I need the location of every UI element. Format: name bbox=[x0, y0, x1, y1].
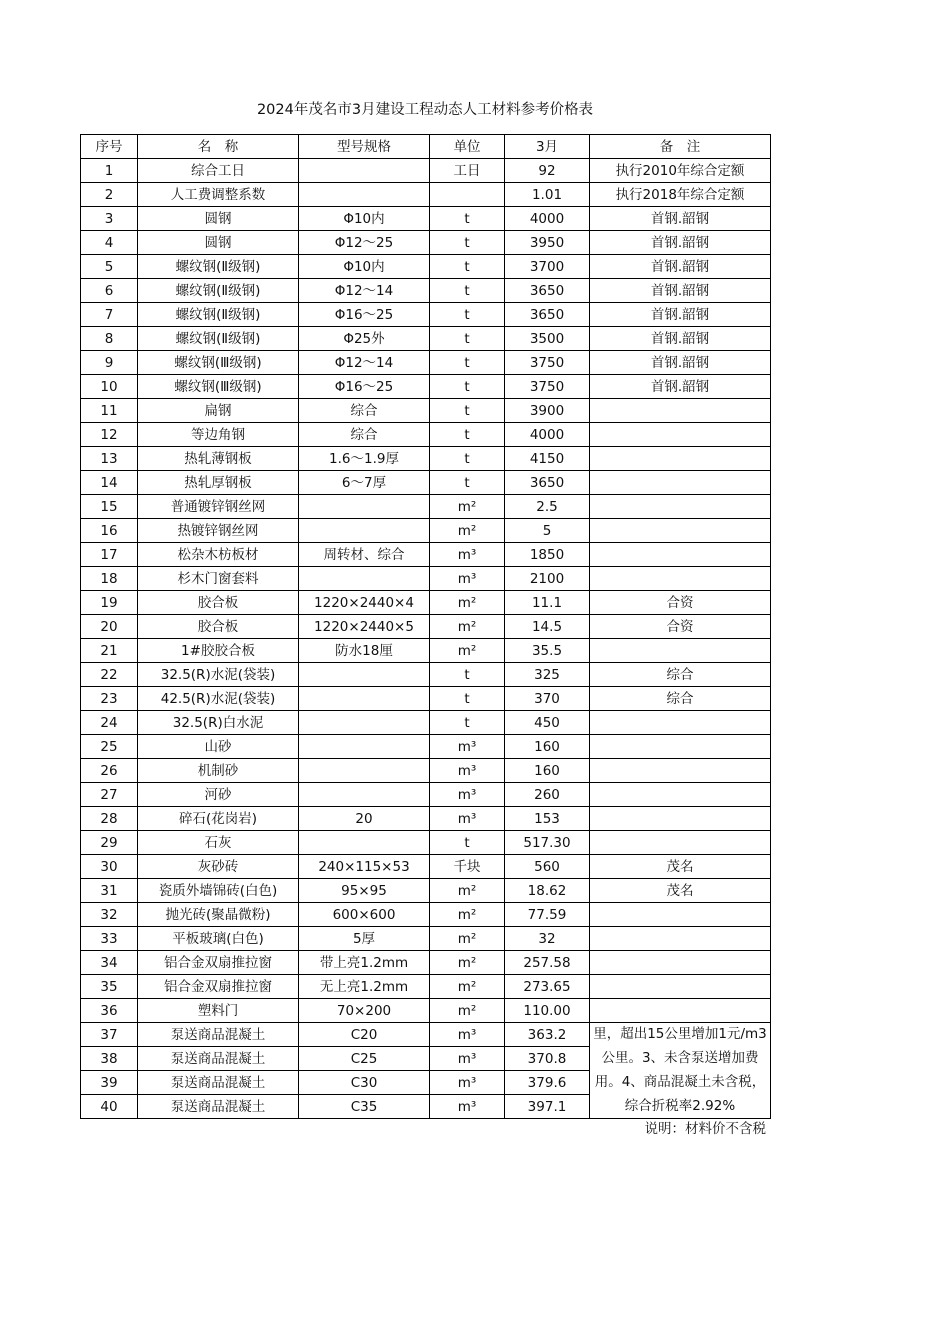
cell-unit: m² bbox=[430, 495, 505, 519]
cell-unit: m³ bbox=[430, 1095, 505, 1119]
footnote: 说明：材料价不含税 bbox=[644, 1121, 766, 1137]
cell-price: 1850 bbox=[505, 543, 590, 567]
cell-price: 260 bbox=[505, 783, 590, 807]
table-row bbox=[81, 927, 771, 951]
cell-unit: t bbox=[430, 279, 505, 303]
cell-unit: m³ bbox=[430, 567, 505, 591]
cell-remark bbox=[590, 807, 771, 831]
cell-material-name: 42.5(R)水泥(袋装) bbox=[138, 687, 299, 711]
cell-unit: m³ bbox=[430, 1071, 505, 1095]
table-body bbox=[81, 159, 771, 1119]
cell-row-index: 29 bbox=[81, 831, 138, 855]
header-unit: 单位 bbox=[430, 135, 505, 159]
cell-unit: t bbox=[430, 447, 505, 471]
table-row bbox=[81, 807, 771, 831]
cell-material-name: 铝合金双扇推拉窗 bbox=[138, 975, 299, 999]
cell-material-name: 螺纹钢(Ⅱ级钢) bbox=[138, 303, 299, 327]
cell-remark bbox=[590, 543, 771, 567]
cell-remark bbox=[590, 735, 771, 759]
table-row bbox=[81, 207, 771, 231]
cell-price: 77.59 bbox=[505, 903, 590, 927]
cell-spec bbox=[299, 519, 430, 543]
table-row bbox=[81, 351, 771, 375]
cell-spec: C35 bbox=[299, 1095, 430, 1119]
table-row bbox=[81, 687, 771, 711]
cell-spec: Φ16～25 bbox=[299, 375, 430, 399]
cell-unit: t bbox=[430, 327, 505, 351]
table-row bbox=[81, 591, 771, 615]
cell-price: 4150 bbox=[505, 447, 590, 471]
cell-unit: t bbox=[430, 399, 505, 423]
cell-spec bbox=[299, 831, 430, 855]
cell-row-index: 4 bbox=[81, 231, 138, 255]
cell-price: 2.5 bbox=[505, 495, 590, 519]
cell-spec: 70×200 bbox=[299, 999, 430, 1023]
cell-remark bbox=[590, 567, 771, 591]
cell-remark: 首钢.韶钢 bbox=[590, 375, 771, 399]
cell-material-name: 碎石(花岗岩) bbox=[138, 807, 299, 831]
cell-material-name: 32.5(R)水泥(袋装) bbox=[138, 663, 299, 687]
cell-material-name: 螺纹钢(Ⅲ级钢) bbox=[138, 375, 299, 399]
cell-spec: 1220×2440×4 bbox=[299, 591, 430, 615]
cell-material-name: 灰砂砖 bbox=[138, 855, 299, 879]
cell-row-index: 18 bbox=[81, 567, 138, 591]
cell-unit: t bbox=[430, 231, 505, 255]
cell-material-name: 山砂 bbox=[138, 735, 299, 759]
cell-remark: 合资 bbox=[590, 615, 771, 639]
merged-remark-text: 里，超出15公里增加1元/m3公里。3、未含泵送增加费用。4、商品混凝土未含税，综合折税率2.92% bbox=[593, 1026, 767, 1114]
cell-unit: m³ bbox=[430, 1047, 505, 1071]
table-row bbox=[81, 663, 771, 687]
cell-price: 32 bbox=[505, 927, 590, 951]
table-row bbox=[81, 855, 771, 879]
cell-unit: m² bbox=[430, 879, 505, 903]
header-index: 序号 bbox=[81, 135, 138, 159]
cell-spec: Φ16～25 bbox=[299, 303, 430, 327]
cell-unit: m² bbox=[430, 999, 505, 1023]
table-row bbox=[81, 183, 771, 207]
cell-spec: 1220×2440×5 bbox=[299, 615, 430, 639]
cell-remark: 执行2018年综合定额 bbox=[590, 183, 771, 207]
cell-material-name: 圆钢 bbox=[138, 231, 299, 255]
header-spec: 型号规格 bbox=[299, 135, 430, 159]
cell-spec: Φ12～25 bbox=[299, 231, 430, 255]
cell-material-name: 热轧厚钢板 bbox=[138, 471, 299, 495]
table-row bbox=[81, 495, 771, 519]
cell-price: 370 bbox=[505, 687, 590, 711]
cell-remark: 执行2010年综合定额 bbox=[590, 159, 771, 183]
cell-row-index: 35 bbox=[81, 975, 138, 999]
cell-row-index: 27 bbox=[81, 783, 138, 807]
cell-row-index: 12 bbox=[81, 423, 138, 447]
cell-remark bbox=[590, 519, 771, 543]
cell-price: 18.62 bbox=[505, 879, 590, 903]
cell-remark: 综合 bbox=[590, 663, 771, 687]
cell-material-name: 热轧薄钢板 bbox=[138, 447, 299, 471]
cell-remark: 首钢.韶钢 bbox=[590, 351, 771, 375]
cell-unit: t bbox=[430, 351, 505, 375]
page-title: 2024年茂名市3月建设工程动态人工材料参考价格表 bbox=[256, 102, 594, 118]
cell-row-index: 17 bbox=[81, 543, 138, 567]
cell-unit: t bbox=[430, 471, 505, 495]
cell-material-name: 瓷质外墙锦砖(白色) bbox=[138, 879, 299, 903]
cell-unit: t bbox=[430, 663, 505, 687]
cell-row-index: 38 bbox=[81, 1047, 138, 1071]
cell-material-name: 铝合金双扇推拉窗 bbox=[138, 951, 299, 975]
cell-spec bbox=[299, 687, 430, 711]
cell-unit: t bbox=[430, 423, 505, 447]
cell-spec bbox=[299, 495, 430, 519]
cell-remark bbox=[590, 399, 771, 423]
cell-spec bbox=[299, 159, 430, 183]
cell-price: 397.1 bbox=[505, 1095, 590, 1119]
cell-remark: 首钢.韶钢 bbox=[590, 207, 771, 231]
cell-spec bbox=[299, 735, 430, 759]
cell-remark bbox=[590, 999, 771, 1023]
cell-material-name: 泵送商品混凝土 bbox=[138, 1047, 299, 1071]
cell-row-index: 30 bbox=[81, 855, 138, 879]
cell-row-index: 25 bbox=[81, 735, 138, 759]
cell-remark bbox=[590, 831, 771, 855]
cell-unit: m³ bbox=[430, 735, 505, 759]
cell-price: 35.5 bbox=[505, 639, 590, 663]
cell-spec: Φ10内 bbox=[299, 255, 430, 279]
cell-material-name: 扁钢 bbox=[138, 399, 299, 423]
cell-price: 273.65 bbox=[505, 975, 590, 999]
table-row bbox=[81, 519, 771, 543]
table-row bbox=[81, 399, 771, 423]
cell-spec: 6～7厚 bbox=[299, 471, 430, 495]
cell-unit: m³ bbox=[430, 1023, 505, 1047]
cell-row-index: 8 bbox=[81, 327, 138, 351]
cell-material-name: 螺纹钢(Ⅱ级钢) bbox=[138, 327, 299, 351]
cell-unit: m³ bbox=[430, 783, 505, 807]
cell-price: 3900 bbox=[505, 399, 590, 423]
cell-price: 1.01 bbox=[505, 183, 590, 207]
cell-price: 379.6 bbox=[505, 1071, 590, 1095]
cell-remark bbox=[590, 423, 771, 447]
cell-material-name: 杉木门窗套料 bbox=[138, 567, 299, 591]
cell-row-index: 28 bbox=[81, 807, 138, 831]
cell-unit: m³ bbox=[430, 807, 505, 831]
cell-price: 450 bbox=[505, 711, 590, 735]
cell-row-index: 33 bbox=[81, 927, 138, 951]
table-row bbox=[81, 735, 771, 759]
cell-spec bbox=[299, 183, 430, 207]
header-remark: 备 注 bbox=[590, 135, 771, 159]
cell-remark bbox=[590, 975, 771, 999]
cell-price: 3750 bbox=[505, 351, 590, 375]
cell-row-index: 16 bbox=[81, 519, 138, 543]
cell-unit: m² bbox=[430, 591, 505, 615]
cell-remark: 综合 bbox=[590, 687, 771, 711]
cell-material-name: 螺纹钢(Ⅱ级钢) bbox=[138, 255, 299, 279]
cell-row-index: 15 bbox=[81, 495, 138, 519]
cell-row-index: 24 bbox=[81, 711, 138, 735]
table-row bbox=[81, 759, 771, 783]
cell-spec: 20 bbox=[299, 807, 430, 831]
price-table bbox=[80, 134, 771, 1119]
cell-row-index: 9 bbox=[81, 351, 138, 375]
cell-row-index: 2 bbox=[81, 183, 138, 207]
cell-spec: 240×115×53 bbox=[299, 855, 430, 879]
cell-row-index: 31 bbox=[81, 879, 138, 903]
cell-material-name: 泵送商品混凝土 bbox=[138, 1095, 299, 1119]
cell-unit: m² bbox=[430, 903, 505, 927]
table-row bbox=[81, 903, 771, 927]
cell-material-name: 泵送商品混凝土 bbox=[138, 1023, 299, 1047]
cell-spec: 带上亮1.2mm bbox=[299, 951, 430, 975]
cell-remark bbox=[590, 711, 771, 735]
cell-row-index: 7 bbox=[81, 303, 138, 327]
cell-unit: m² bbox=[430, 951, 505, 975]
cell-remark: 茂名 bbox=[590, 855, 771, 879]
cell-row-index: 23 bbox=[81, 687, 138, 711]
cell-unit: t bbox=[430, 207, 505, 231]
cell-row-index: 10 bbox=[81, 375, 138, 399]
table-row bbox=[81, 567, 771, 591]
cell-material-name: 32.5(R)白水泥 bbox=[138, 711, 299, 735]
cell-spec: Φ10内 bbox=[299, 207, 430, 231]
cell-price: 4000 bbox=[505, 207, 590, 231]
cell-price: 2100 bbox=[505, 567, 590, 591]
cell-remark bbox=[590, 903, 771, 927]
cell-price: 3650 bbox=[505, 303, 590, 327]
cell-row-index: 5 bbox=[81, 255, 138, 279]
cell-remark bbox=[590, 495, 771, 519]
table-row bbox=[81, 711, 771, 735]
cell-material-name: 1#胶胶合板 bbox=[138, 639, 299, 663]
cell-price: 11.1 bbox=[505, 591, 590, 615]
cell-price: 3950 bbox=[505, 231, 590, 255]
cell-spec: C30 bbox=[299, 1071, 430, 1095]
cell-row-index: 22 bbox=[81, 663, 138, 687]
cell-price: 3700 bbox=[505, 255, 590, 279]
table-row bbox=[81, 1023, 771, 1047]
table-row bbox=[81, 999, 771, 1023]
cell-material-name: 抛光砖(聚晶微粉) bbox=[138, 903, 299, 927]
cell-spec bbox=[299, 663, 430, 687]
cell-row-index: 1 bbox=[81, 159, 138, 183]
cell-unit: t bbox=[430, 375, 505, 399]
table-row bbox=[81, 879, 771, 903]
cell-spec: C25 bbox=[299, 1047, 430, 1071]
cell-remark bbox=[590, 759, 771, 783]
cell-remark: 茂名 bbox=[590, 879, 771, 903]
cell-remark: 首钢.韶钢 bbox=[590, 255, 771, 279]
cell-row-index: 11 bbox=[81, 399, 138, 423]
table-row bbox=[81, 279, 771, 303]
table-row bbox=[81, 639, 771, 663]
cell-remark bbox=[590, 951, 771, 975]
cell-unit: t bbox=[430, 711, 505, 735]
cell-unit: m³ bbox=[430, 543, 505, 567]
cell-row-index: 32 bbox=[81, 903, 138, 927]
cell-material-name: 圆钢 bbox=[138, 207, 299, 231]
cell-price: 3650 bbox=[505, 471, 590, 495]
table-row bbox=[81, 303, 771, 327]
table-row bbox=[81, 951, 771, 975]
cell-row-index: 40 bbox=[81, 1095, 138, 1119]
cell-price: 3750 bbox=[505, 375, 590, 399]
cell-spec bbox=[299, 567, 430, 591]
cell-spec: 综合 bbox=[299, 423, 430, 447]
cell-spec: Φ25外 bbox=[299, 327, 430, 351]
cell-material-name: 松杂木枋板材 bbox=[138, 543, 299, 567]
cell-row-index: 37 bbox=[81, 1023, 138, 1047]
cell-spec: 5厚 bbox=[299, 927, 430, 951]
cell-unit: t bbox=[430, 303, 505, 327]
cell-price: 560 bbox=[505, 855, 590, 879]
cell-material-name: 螺纹钢(Ⅲ级钢) bbox=[138, 351, 299, 375]
cell-row-index: 6 bbox=[81, 279, 138, 303]
cell-material-name: 普通镀锌钢丝网 bbox=[138, 495, 299, 519]
cell-row-index: 34 bbox=[81, 951, 138, 975]
cell-unit: m³ bbox=[430, 759, 505, 783]
cell-unit: t bbox=[430, 831, 505, 855]
cell-unit: m² bbox=[430, 927, 505, 951]
cell-material-name: 机制砂 bbox=[138, 759, 299, 783]
cell-unit: t bbox=[430, 687, 505, 711]
cell-material-name: 人工费调整系数 bbox=[138, 183, 299, 207]
cell-price: 257.58 bbox=[505, 951, 590, 975]
cell-unit bbox=[430, 183, 505, 207]
cell-unit: m² bbox=[430, 639, 505, 663]
table-row bbox=[81, 447, 771, 471]
cell-spec: 周转材、综合 bbox=[299, 543, 430, 567]
cell-unit: m² bbox=[430, 615, 505, 639]
table-row bbox=[81, 375, 771, 399]
cell-material-name: 河砂 bbox=[138, 783, 299, 807]
cell-remark bbox=[590, 471, 771, 495]
cell-price: 3650 bbox=[505, 279, 590, 303]
cell-merged-remark bbox=[590, 1023, 771, 1119]
cell-material-name: 塑料门 bbox=[138, 999, 299, 1023]
cell-unit: m² bbox=[430, 519, 505, 543]
cell-row-index: 3 bbox=[81, 207, 138, 231]
cell-price: 325 bbox=[505, 663, 590, 687]
cell-price: 110.00 bbox=[505, 999, 590, 1023]
table-row bbox=[81, 831, 771, 855]
table-row bbox=[81, 423, 771, 447]
cell-price: 3500 bbox=[505, 327, 590, 351]
cell-material-name: 石灰 bbox=[138, 831, 299, 855]
cell-spec: 600×600 bbox=[299, 903, 430, 927]
cell-price: 92 bbox=[505, 159, 590, 183]
cell-unit: 工日 bbox=[430, 159, 505, 183]
header-price: 3月 bbox=[505, 135, 590, 159]
cell-price: 4000 bbox=[505, 423, 590, 447]
cell-material-name: 胶合板 bbox=[138, 615, 299, 639]
cell-remark bbox=[590, 927, 771, 951]
cell-price: 517.30 bbox=[505, 831, 590, 855]
cell-row-index: 21 bbox=[81, 639, 138, 663]
cell-remark: 首钢.韶钢 bbox=[590, 303, 771, 327]
cell-spec: Φ12～14 bbox=[299, 279, 430, 303]
cell-price: 363.2 bbox=[505, 1023, 590, 1047]
table-row bbox=[81, 615, 771, 639]
cell-row-index: 20 bbox=[81, 615, 138, 639]
cell-row-index: 39 bbox=[81, 1071, 138, 1095]
cell-price: 5 bbox=[505, 519, 590, 543]
cell-row-index: 36 bbox=[81, 999, 138, 1023]
cell-remark: 合资 bbox=[590, 591, 771, 615]
cell-unit: t bbox=[430, 255, 505, 279]
cell-spec: C20 bbox=[299, 1023, 430, 1047]
table-row bbox=[81, 543, 771, 567]
cell-material-name: 胶合板 bbox=[138, 591, 299, 615]
cell-material-name: 螺纹钢(Ⅱ级钢) bbox=[138, 279, 299, 303]
cell-spec bbox=[299, 783, 430, 807]
cell-remark bbox=[590, 783, 771, 807]
cell-price: 153 bbox=[505, 807, 590, 831]
cell-spec: 综合 bbox=[299, 399, 430, 423]
cell-price: 14.5 bbox=[505, 615, 590, 639]
cell-material-name: 泵送商品混凝土 bbox=[138, 1071, 299, 1095]
cell-material-name: 综合工日 bbox=[138, 159, 299, 183]
cell-spec: 1.6～1.9厚 bbox=[299, 447, 430, 471]
table-row bbox=[81, 231, 771, 255]
cell-row-index: 13 bbox=[81, 447, 138, 471]
cell-spec: 防水18厘 bbox=[299, 639, 430, 663]
table-row bbox=[81, 471, 771, 495]
cell-price: 370.8 bbox=[505, 1047, 590, 1071]
table-row bbox=[81, 159, 771, 183]
cell-spec bbox=[299, 711, 430, 735]
cell-unit: 千块 bbox=[430, 855, 505, 879]
cell-material-name: 热镀锌钢丝网 bbox=[138, 519, 299, 543]
cell-material-name: 平板玻璃(白色) bbox=[138, 927, 299, 951]
cell-remark bbox=[590, 639, 771, 663]
cell-row-index: 14 bbox=[81, 471, 138, 495]
header-name: 名 称 bbox=[138, 135, 299, 159]
cell-row-index: 26 bbox=[81, 759, 138, 783]
cell-spec: 无上亮1.2mm bbox=[299, 975, 430, 999]
table-row bbox=[81, 255, 771, 279]
table-row bbox=[81, 975, 771, 999]
table-header-row bbox=[81, 135, 771, 159]
cell-remark: 首钢.韶钢 bbox=[590, 231, 771, 255]
cell-remark: 首钢.韶钢 bbox=[590, 327, 771, 351]
cell-material-name: 等边角钢 bbox=[138, 423, 299, 447]
table-row bbox=[81, 327, 771, 351]
cell-remark bbox=[590, 447, 771, 471]
cell-remark: 首钢.韶钢 bbox=[590, 279, 771, 303]
cell-spec bbox=[299, 759, 430, 783]
cell-row-index: 19 bbox=[81, 591, 138, 615]
cell-spec: 95×95 bbox=[299, 879, 430, 903]
cell-spec: Φ12～14 bbox=[299, 351, 430, 375]
table-row bbox=[81, 783, 771, 807]
cell-price: 160 bbox=[505, 759, 590, 783]
cell-unit: m² bbox=[430, 975, 505, 999]
cell-price: 160 bbox=[505, 735, 590, 759]
